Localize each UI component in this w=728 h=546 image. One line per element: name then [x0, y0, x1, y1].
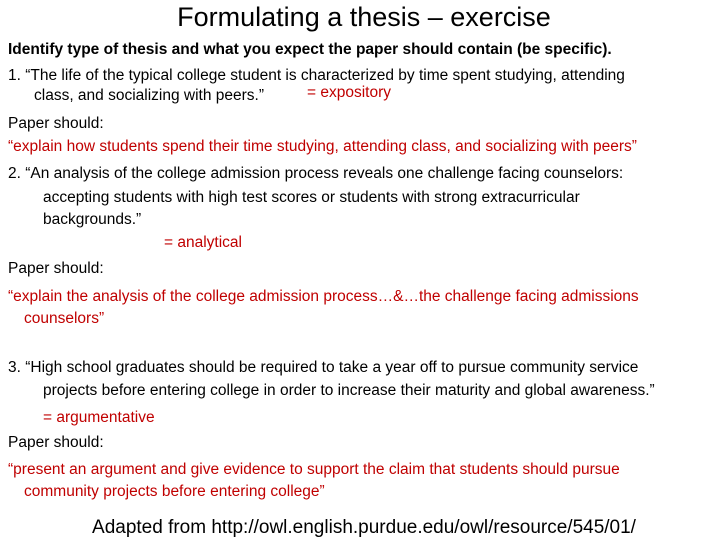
item-2-answer-line-2: counselors”: [24, 310, 105, 327]
item-3-paper-should: Paper should:: [8, 434, 104, 451]
item-3-line-1: 3. “High school graduates should be required to take a year off to pursue community service: [8, 359, 639, 376]
item-2-line-1: 2. “An analysis of the college admission process reveals one challenge facing counselors:: [8, 165, 624, 182]
item-1-line-2: class, and socializing with peers.”: [34, 87, 265, 104]
item-2-paper-should: Paper should:: [8, 260, 104, 277]
item-2-type-label: = analytical: [164, 234, 242, 251]
source-footer: Adapted from http://owl.english.purdue.edu/owl/resource/545/01/: [92, 517, 636, 538]
item-3-line-2: projects before entering college in order to increase their maturity and global awareness.”: [43, 382, 655, 399]
item-2-answer-line-1: “explain the analysis of the college admission process…&…the challenge facing admissions: [8, 288, 639, 305]
instruction-text: Identify type of thesis and what you expect the paper should contain (be specific).: [8, 41, 612, 58]
item-2-line-2: accepting students with high test scores or students with strong extracurricular: [43, 189, 580, 206]
item-3-type-label: = argumentative: [43, 409, 155, 426]
item-2-line-3: backgrounds.”: [43, 211, 142, 228]
item-3-answer-line-2: community projects before entering college”: [24, 483, 325, 500]
item-1-answer-line-1: “explain how students spend their time studying, attending class, and socializing with peers”: [8, 138, 637, 155]
item-1-line-1: 1. “The life of the typical college student is characterized by time spent studying, attending: [8, 67, 625, 84]
item-1-paper-should: Paper should:: [8, 115, 104, 132]
slide-title: Formulating a thesis – exercise: [177, 2, 551, 32]
item-3-answer-line-1: “present an argument and give evidence to support the claim that students should pursue: [8, 461, 620, 478]
item-1-type-label: = expository: [307, 84, 392, 101]
